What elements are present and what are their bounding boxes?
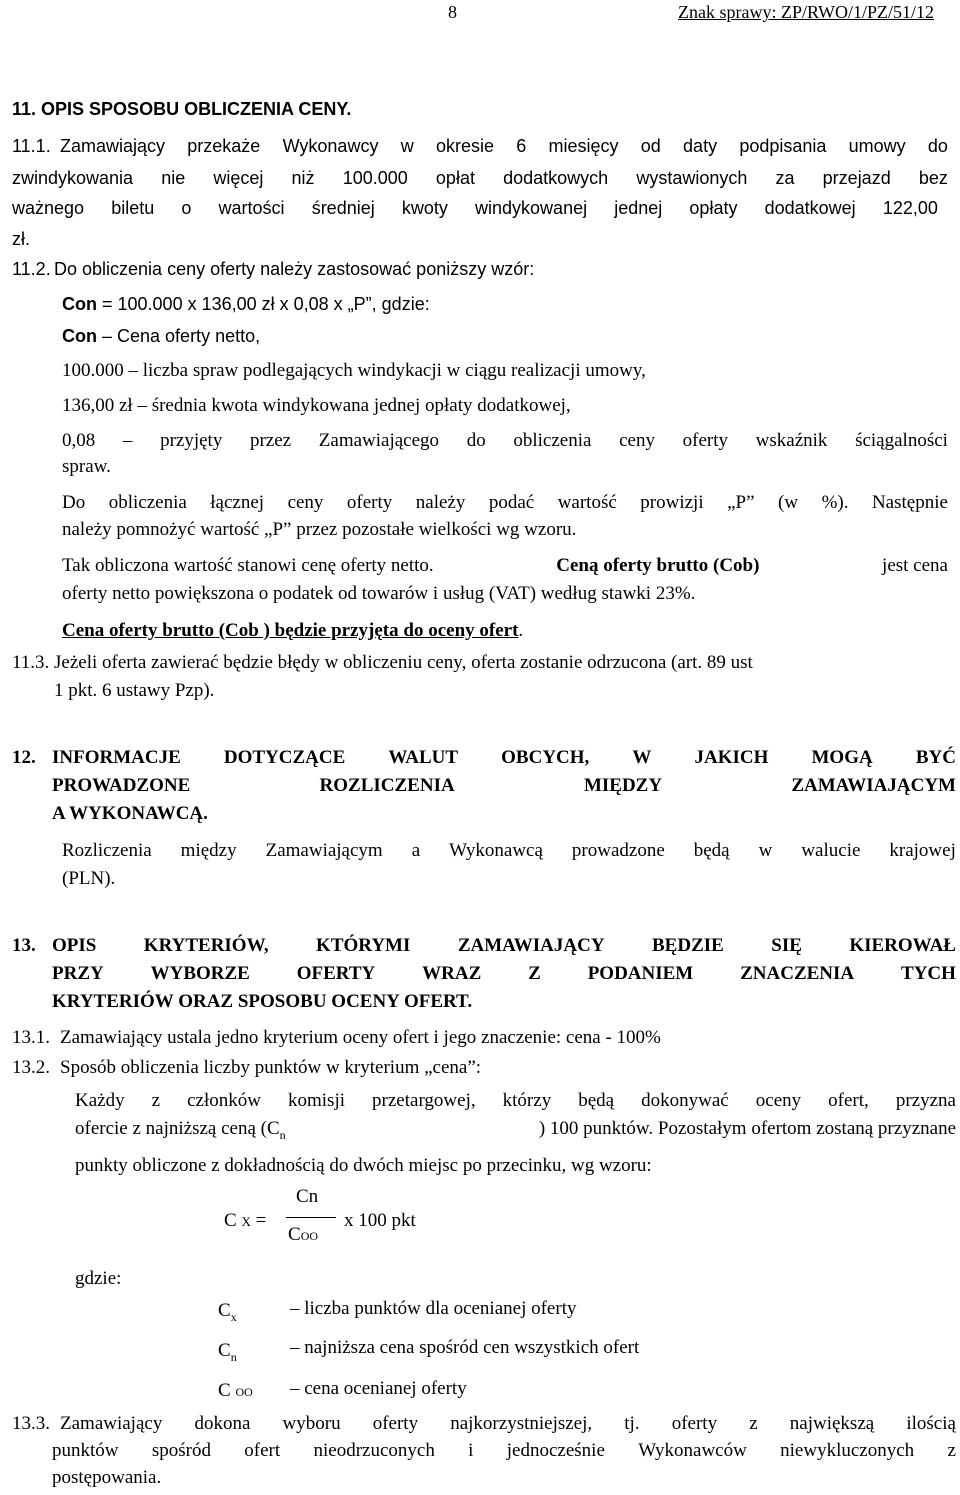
section-12-heading: INFORMACJE DOTYCZĄCE WALUT OBCYCH, W JAKICH MOGĄ BYĆ <box>52 747 956 768</box>
legend-text-cx: – liczba punktów dla ocenianej oferty <box>290 1298 577 1319</box>
legend-text-cn: – najniższa cena spośród cen wszystkich ofert <box>290 1337 640 1358</box>
gdzie-label: gdzie: <box>75 1268 122 1289</box>
section-11-heading: 11. OPIS SPOSOBU OBLICZENIA CENY. <box>12 99 352 119</box>
formula-lhs: C X = <box>224 1210 267 1231</box>
section-13-heading-line: PRZY WYBORZE OFERTY WRAZ Z PODANIEM ZNACZENIA TYCH <box>52 963 956 984</box>
commission-paragraph-cont: należy pomnożyć wartość „P” przez pozostałe wielkości wg wzoru. <box>62 519 577 540</box>
net-price-paragraph-cont: oferty netto powiększona o podatek od towarów i usług (VAT) według stawki 23%. <box>62 583 696 604</box>
para-11-3-number: 11.3. <box>12 652 50 673</box>
definition-con: Con – Cena oferty netto, <box>62 326 261 346</box>
legend-symbol-cn: $C_n$ <box>218 1340 237 1364</box>
para-11-1-line: zł. <box>12 229 30 249</box>
para-11-1-line: zwindykowania nie więcej niż 100.000 opłat dodatkowych wystawionych za przejazd bez <box>12 168 948 188</box>
page-number: 8 <box>448 2 457 22</box>
para-13-2-text: Sposób obliczenia liczby punktów w kryterium „cena”: <box>60 1057 482 1078</box>
para-13-3-text: Zamawiający dokona wyboru oferty najkorzystniejszej, tj. oferty z największą ilością <box>60 1413 956 1434</box>
para-11-3-text-cont: 1 pkt. 6 ustawy Pzp). <box>54 680 215 701</box>
para-11-3-text: Jeżeli oferta zawierać będzie błędy w obliczeniu ceny, oferta zostanie odrzucona (art. 89 ust <box>54 652 753 673</box>
section-13-heading: OPIS KRYTERIÓW, KTÓRYMI ZAMAWIAJĄCY BĘDZIE SIĘ KIEROWAŁ <box>52 935 956 956</box>
section-13-heading-line: KRYTERIÓW ORAZ SPOSOBU OCENY OFERT. <box>52 991 473 1012</box>
section-12-heading-line: PROWADZONE ROZLICZENIA MIĘDZY ZAMAWIAJĄCYM <box>52 775 956 796</box>
formula-numerator: Cn <box>296 1186 319 1207</box>
section-12-paragraph-cont: (PLN). <box>62 868 116 889</box>
section-12-paragraph: Rozliczenia między Zamawiającym a Wykonawcą prowadzone będą w walucie krajowej <box>62 840 956 861</box>
legend-text-coo: – cena ocenianej oferty <box>290 1378 467 1399</box>
formula-denominator: COO <box>288 1224 319 1245</box>
para-13-1-text: Zamawiający ustala jedno kryterium oceny ofert i jego znaczenie: cena - 100% <box>60 1027 661 1048</box>
section-12-number: 12. <box>12 747 36 768</box>
formula-multiplier: x 100 pkt <box>344 1210 416 1231</box>
legend-symbol-coo: C OO <box>218 1380 253 1401</box>
para-13-1-number: 13.1. <box>12 1027 50 1048</box>
para-11-1-line: Zamawiający przekaże Wykonawcy w okresie 6 miesięcy od daty podpisania umowy do <box>60 136 948 156</box>
case-reference: Znak sprawy: ZP/RWO/1/PZ/51/12 <box>678 2 934 22</box>
definition-008-cont: spraw. <box>62 456 111 477</box>
points-paragraph: Każdy z członków komisji przetargowej, którzy będą dokonywać oceny ofert, przyzna <box>75 1090 956 1111</box>
gross-price-statement: Cena oferty brutto (Cob ) będzie przyjęta do oceny ofert. <box>62 620 524 641</box>
para-11-2-number: 11.2. <box>12 259 51 279</box>
fraction-bar <box>286 1217 336 1218</box>
para-13-3-text-cont: postępowania. <box>52 1467 162 1488</box>
definition-008: 0,08 – przyjęty przez Zamawiającego do obliczenia ceny oferty wskaźnik ściągalności <box>62 430 948 451</box>
para-11-2-text: Do obliczenia ceny oferty należy zastosować poniższy wzór: <box>54 259 535 279</box>
para-13-3-number: 13.3. <box>12 1413 50 1434</box>
commission-paragraph: Do obliczenia łącznej ceny oferty należy podać wartość prowizji „P” (w %). Następnie <box>62 492 948 513</box>
definition-100000: 100.000 – liczba spraw podlegających windykacji w ciągu realizacji umowy, <box>62 360 646 381</box>
para-11-1-line: ważnego biletu o wartości średniej kwoty windykowanej jednej opłaty dodatkowej 122,00 <box>12 198 938 218</box>
definition-136: 136,00 zł – średnia kwota windykowana jednej opłaty dodatkowej, <box>62 395 571 416</box>
points-paragraph-line: punkty obliczone z dokładnością do dwóch miejsc po przecinku, wg wzoru: <box>75 1155 652 1176</box>
net-price-paragraph: Tak obliczona wartość stanowi cenę oferty netto. Ceną oferty brutto (Cob) jest cena <box>62 555 948 576</box>
para-11-1-number: 11.1. <box>12 136 51 156</box>
section-12-heading-line: A WYKONAWCĄ. <box>52 803 208 824</box>
legend-symbol-cx: $C_x$ <box>218 1300 237 1324</box>
price-formula: Con = 100.000 x 136,00 zł x 0,08 x „P”, gdzie: <box>62 294 430 314</box>
para-13-2-number: 13.2. <box>12 1057 50 1078</box>
points-paragraph-line: ofercie z najniższą ceną ($C_n$ ) 100 punktów. Pozostałym ofertom zostaną przyznane <box>75 1118 956 1142</box>
para-13-3-text-cont: punktów spośród ofert nieodrzuconych i jednocześnie Wykonawców niewykluczonych z <box>52 1440 956 1461</box>
section-13-number: 13. <box>12 935 36 956</box>
